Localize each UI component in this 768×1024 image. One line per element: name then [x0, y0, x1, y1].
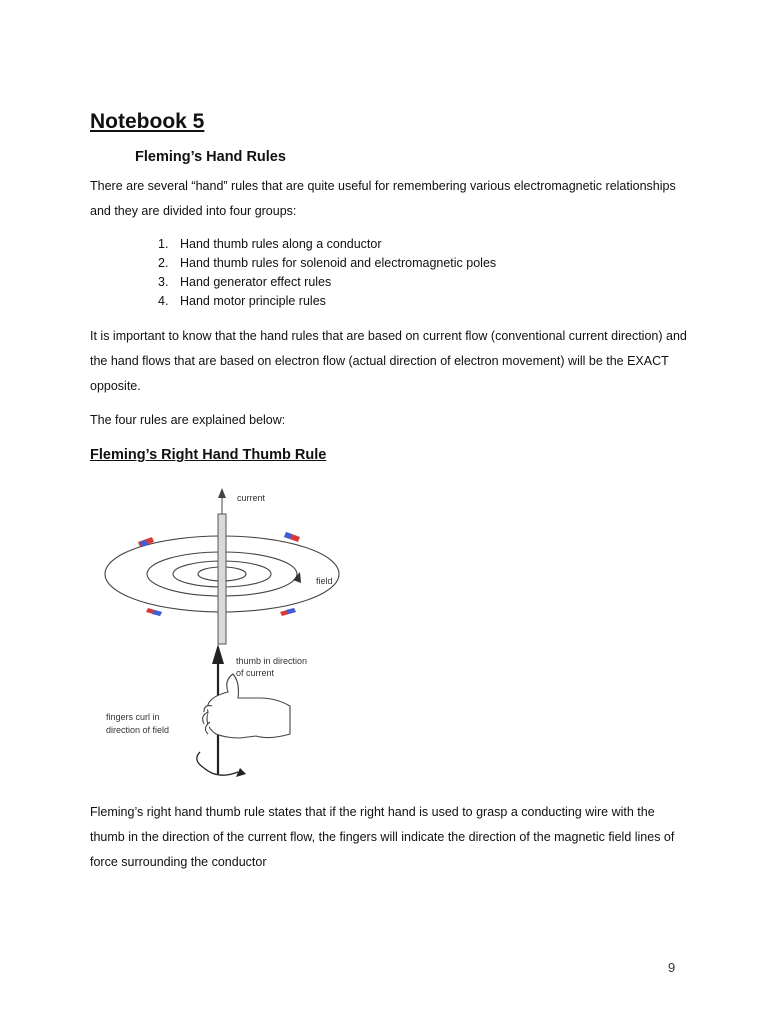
list-item: 4. Hand motor principle rules [158, 294, 326, 308]
rules-list [158, 235, 496, 311]
importance-paragraph: It is important to know that the hand rules that are based on current flow (conventional current direction) and the hand flows that are based on electron flow (actual direction of electron movement) will be the EXACT opposite. [90, 329, 687, 393]
list-item: 3. Hand generator effect rules [158, 275, 332, 289]
list-item: 2. Hand thumb rules for solenoid and electromagnetic poles [158, 256, 497, 270]
thumb-label-line1: thumb in direction [236, 656, 308, 666]
current-arrow-icon [218, 488, 226, 498]
rules-intro-paragraph: The four rules are explained below: [90, 413, 286, 427]
current-label: current [237, 493, 266, 503]
fingers-label-line1: fingers curl in [106, 712, 160, 722]
list-item: 1. Hand thumb rules along a conductor [158, 237, 382, 251]
explanation-paragraph: Fleming’s right hand thumb rule states that if the right hand is used to grasp a conducting wire with the thumb in the direction of the current flow, the fingers will indicate the direction of the magnetic field lines of force surrounding the conductor [90, 805, 675, 869]
field-label: field [316, 576, 333, 586]
intro-paragraph: There are several “hand” rules that are quite useful for remembering various electromagnetic relationships and they are divided into four groups: [90, 179, 676, 218]
fingers-label-line2: direction of field [106, 725, 170, 735]
section-heading: Fleming’s Hand Rules [135, 149, 286, 165]
conductor-wire [218, 514, 226, 644]
page-title: Notebook 5 [90, 110, 205, 133]
right-hand-thumb-rule-figure [100, 484, 360, 794]
hand-illustration [203, 674, 290, 738]
right-hand-thumb-rule-heading: Fleming’s Right Hand Thumb Rule [90, 447, 327, 463]
thumb-label-line2: of current [236, 668, 275, 678]
page-number: 9 [668, 960, 676, 975]
thumb-arrow-icon [212, 644, 224, 664]
